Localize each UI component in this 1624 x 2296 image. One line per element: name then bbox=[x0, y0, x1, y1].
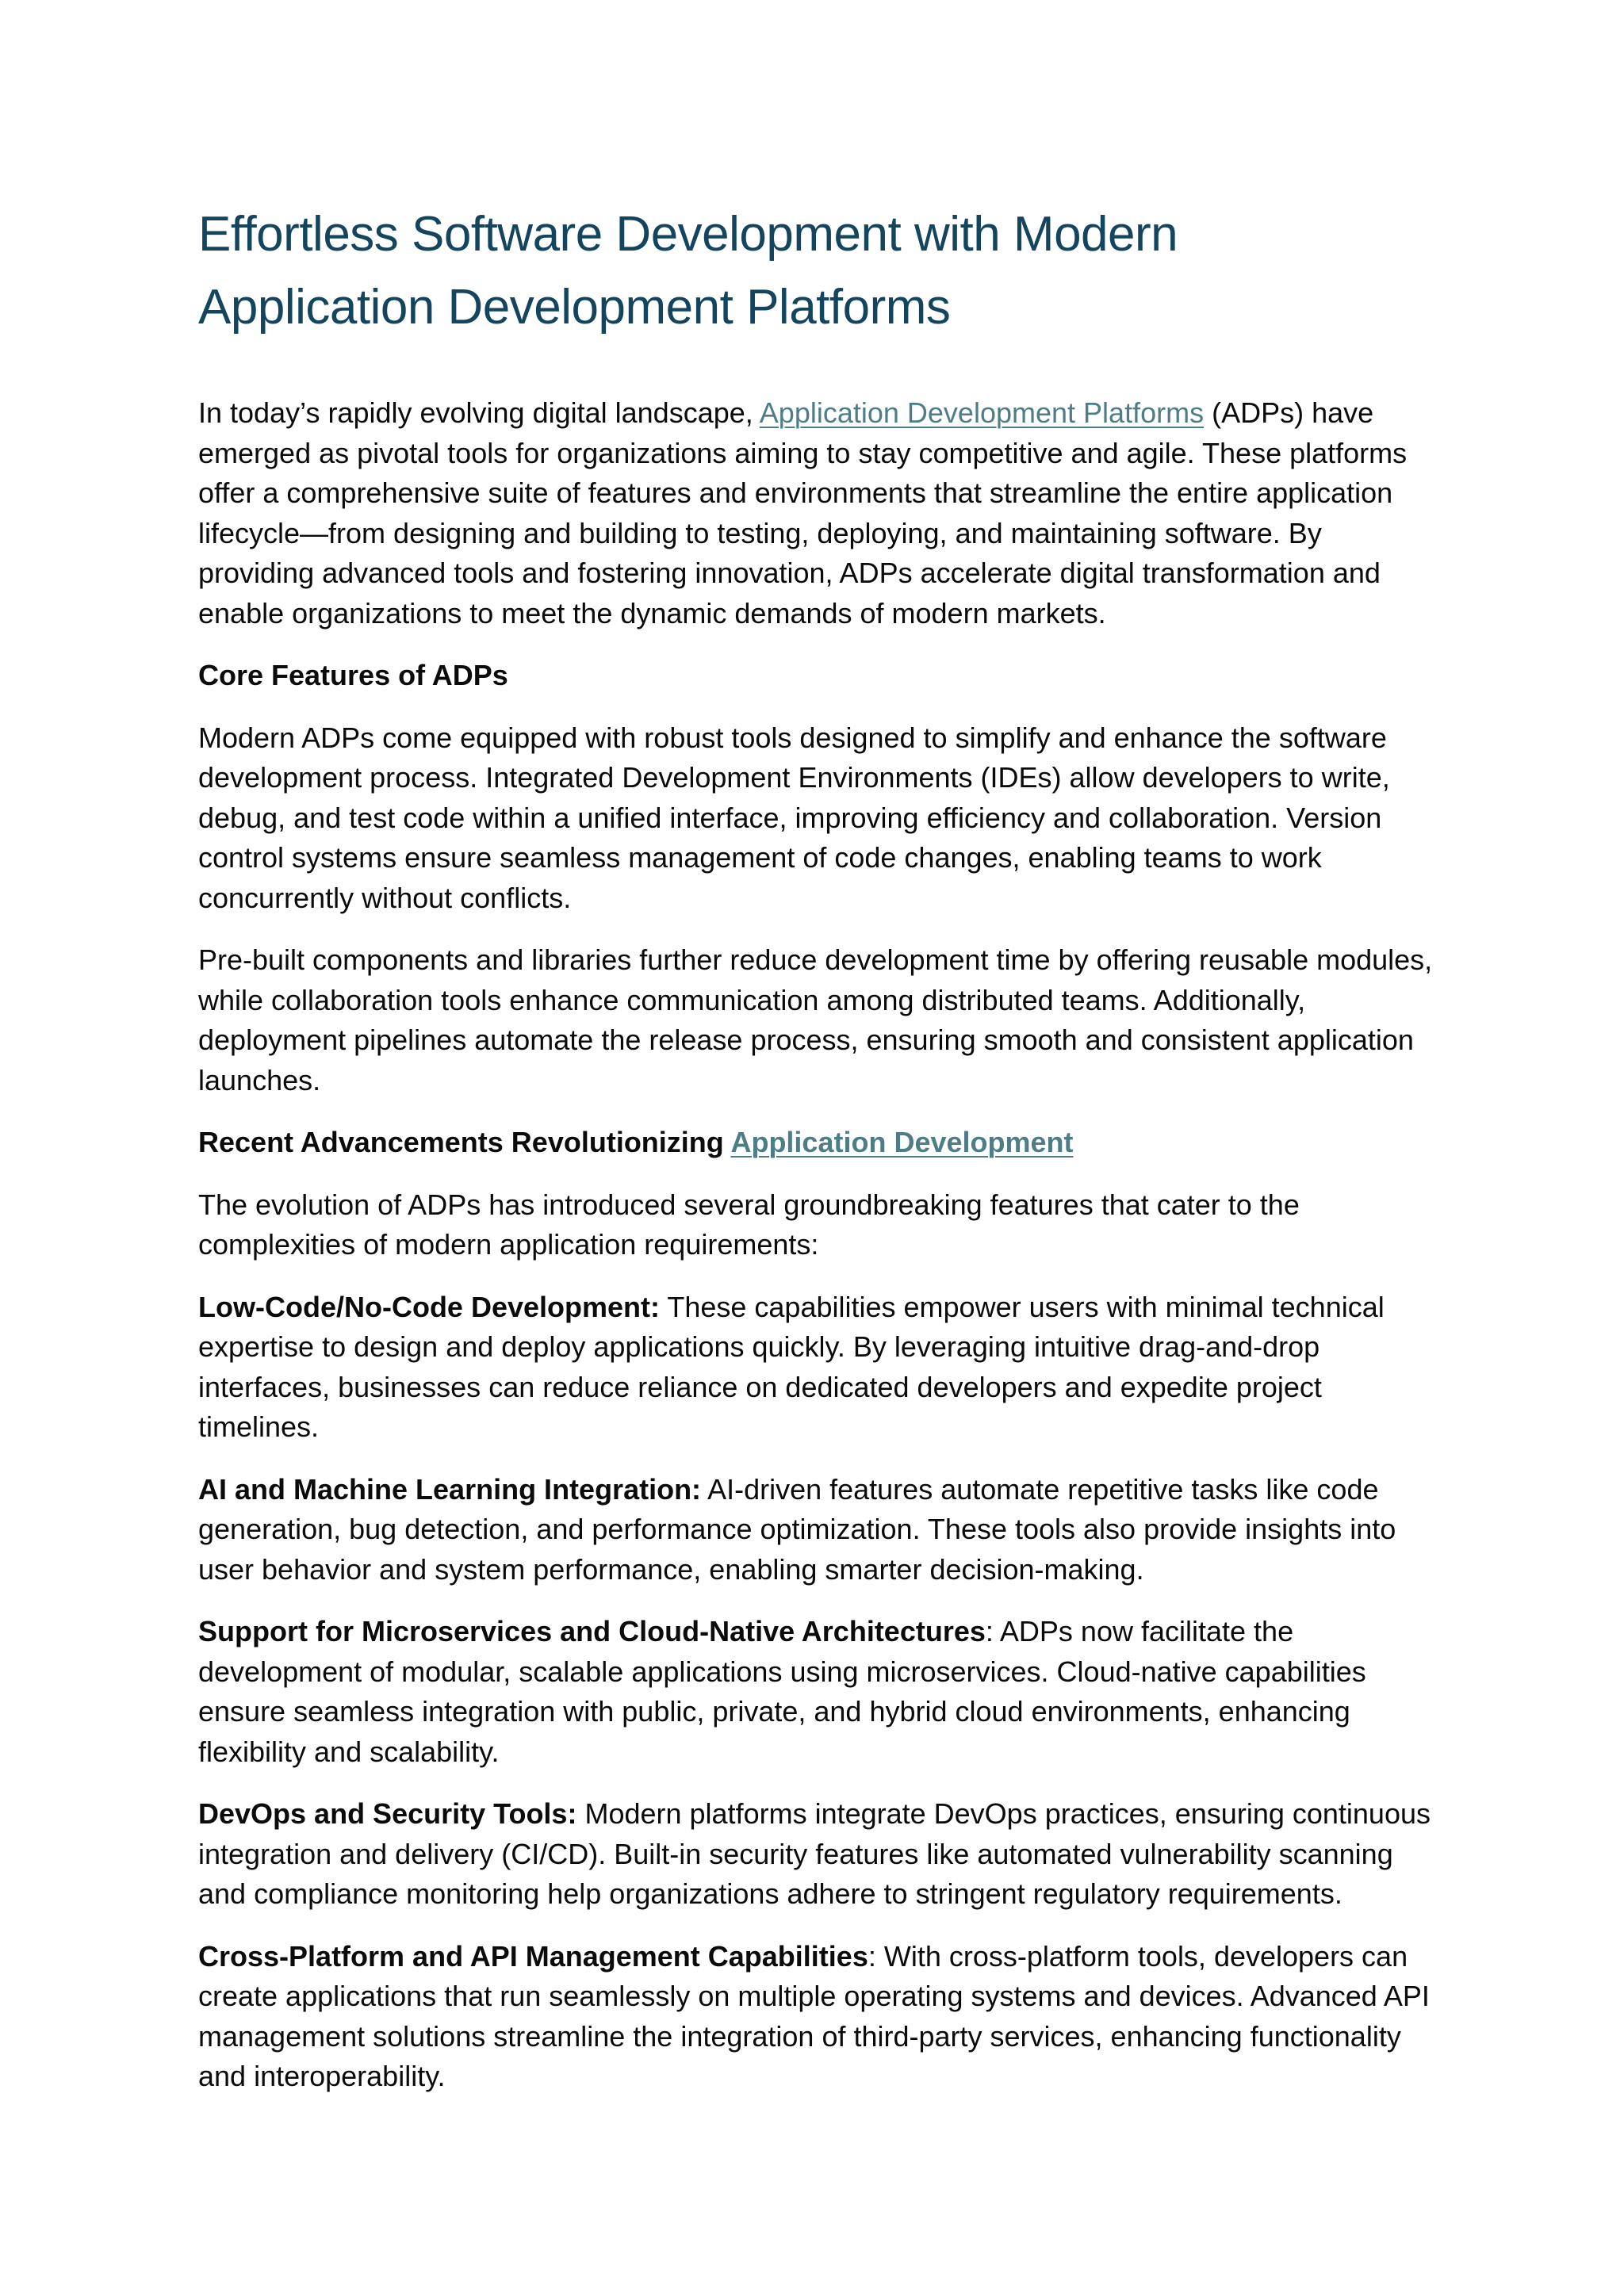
adp-link[interactable]: Application Development Platforms bbox=[759, 396, 1205, 429]
feature-label: Support for Microservices and Cloud-Native Architectures bbox=[198, 1615, 986, 1647]
page-title-line-1: Effortless Software Development with Modern bbox=[198, 207, 1178, 262]
feature-text: These capabilities empower users with minimal technical expertise to design and deploy applications quickly. By leveraging intuitive drag-and-drop interfaces, businesses can reduce reliance on dedicated developers and expedite project timelines. bbox=[198, 1290, 1385, 1443]
core-features-heading: Core Features of ADPs bbox=[198, 659, 508, 691]
application-development-link[interactable]: Application Development bbox=[730, 1126, 1074, 1158]
advancements-intro: The evolution of ADPs has introduced several groundbreaking features that cater to the complexities of modern application requirements: bbox=[198, 1188, 1300, 1261]
core-features-paragraph-1: Modern ADPs come equipped with robust tools designed to simplify and enhance the software development process. Integrated Development Environments (IDEs) allow developers to write, debug, and test code within a unified interface, improving efficiency and collaboration. Version control systems ensure seamless management of code changes, enabling teams to work concurrently without conflicts. bbox=[198, 721, 1390, 914]
feature-cross-platform bbox=[198, 1937, 1434, 2097]
feature-label: Cross-Platform and API Management Capabilities bbox=[198, 1939, 868, 1973]
intro-text-before-link: In today’s rapidly evolving digital landscape, bbox=[198, 396, 760, 429]
feature-text: Modern platforms integrate DevOps practices, ensuring continuous integration and delivery (CI/CD). Built-in security features like automated vulnerability scanning and compliance monitoring help organizations adhere to stringent regulatory requirements. bbox=[198, 1797, 1431, 1910]
feature-text: : With cross-platform tools, developers can create applications that run seamlessly on multiple operating systems and devices. Advanced API management solutions streamline the integration of third-party services, enhancing functionality and interoperability. bbox=[198, 1939, 1430, 2092]
feature-devops-security bbox=[198, 1794, 1434, 1915]
feature-label: DevOps and Security Tools: bbox=[198, 1797, 577, 1830]
page-title bbox=[198, 198, 1434, 344]
feature-label: Low-Code/No-Code Development: bbox=[198, 1290, 660, 1323]
core-features-paragraph-2: Pre-built components and libraries further reduce development time by offering reusable modules, while collaboration tools enhance communication among distributed teams. Additionally, deployment pipelines automate the release process, ensuring smooth and consistent application launches. bbox=[198, 943, 1433, 1096]
advancements-heading-text: Recent Advancements Revolutionizing bbox=[198, 1126, 731, 1158]
advancements-heading bbox=[198, 1123, 1434, 1163]
feature-microservices bbox=[198, 1612, 1434, 1772]
feature-ai-ml bbox=[198, 1470, 1434, 1590]
feature-low-code bbox=[198, 1288, 1434, 1448]
page-title-line-2: Application Development Platforms bbox=[198, 280, 951, 335]
intro-paragraph bbox=[198, 393, 1434, 633]
feature-text: : ADPs now facilitate the development of modular, scalable applications using microservices. Cloud-native capabilities ensure seamless integration with public, private, and hybrid cloud environments, enhancing flexibility and scalability. bbox=[198, 1615, 1366, 1768]
feature-text: AI-driven features automate repetitive tasks like code generation, bug detection, and performance optimization. These tools also provide insights into user behavior and system performance, enabling smarter decision-making. bbox=[198, 1472, 1396, 1586]
feature-label: AI and Machine Learning Integration: bbox=[198, 1472, 702, 1506]
intro-text-after-link: (ADPs) have emerged as pivotal tools for organizations aiming to stay competitive and agile. These platforms offer a comprehensive suite of features and environments that streamline the entire application lifecycle—from designing and building to testing, deploying, and maintaining software. By providing advanced tools and fostering innovation, ADPs accelerate digital transformation and enable organizations to meet the dynamic demands of modern markets. bbox=[198, 396, 1408, 629]
